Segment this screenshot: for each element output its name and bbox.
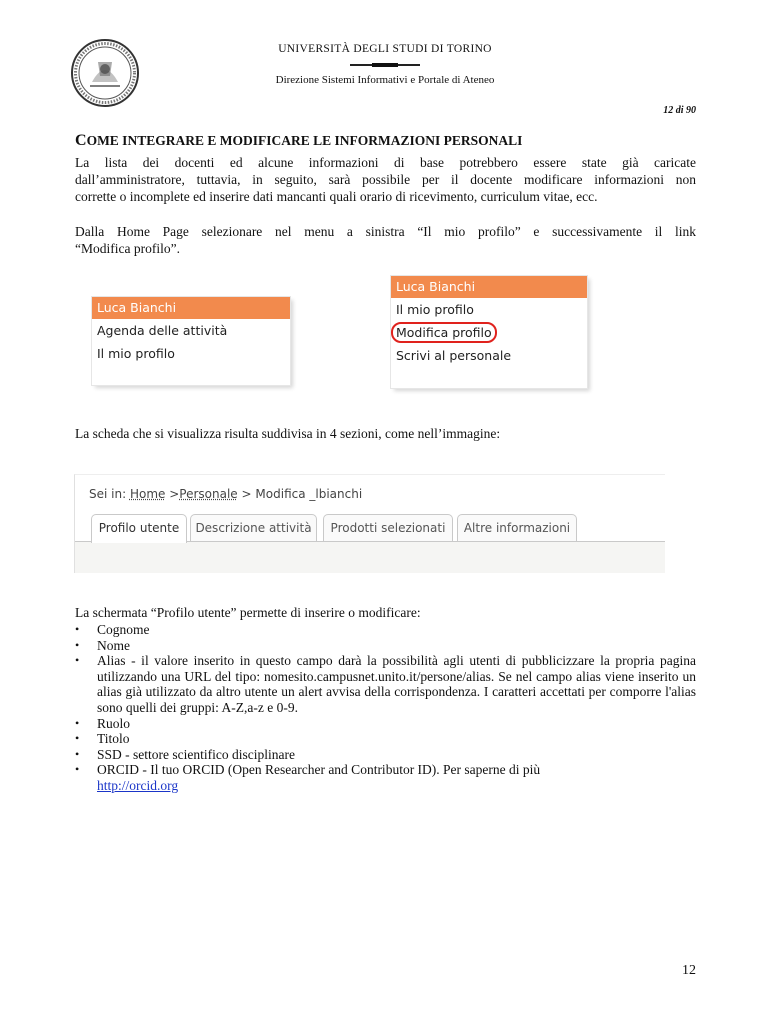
menu-screenshot-left [92,297,290,385]
menu-item-write-staff[interactable]: Scrivi al personale [396,348,512,363]
breadcrumb-personale-link[interactable]: Personale [179,487,238,501]
tab-prodotti-selezionati[interactable]: Prodotti selezionati [323,514,453,541]
department-name: Direzione Sistemi Informativi e Portale di Ateneo [275,74,495,86]
list-item [75,653,696,715]
header-rule-accent [372,63,398,67]
list-item-text: ORCID - Il tuo ORCID (Open Researcher and Contributor ID). Per saperne di più [97,762,541,778]
fields-intro [75,604,696,621]
sections-line: La scheda che si visualizza risulta suddivisa in 4 sezioni, come nell’immagine: [75,426,501,441]
university-name: UNIVERSITÀ DEGLI STUDI DI TORINO [278,43,492,55]
list-item [75,622,696,638]
page-count: 12 di 90 [663,105,696,116]
menu-item-my-profile[interactable]: Il mio profilo [97,346,175,361]
menu-screenshot-right [391,276,587,388]
edit-profile-highlight[interactable]: Modifica profilo [391,322,497,343]
instructions-line-1: Dalla Home Page selezionare nel menu a sinistra “Il mio profilo” e successivamente il link [75,224,696,239]
list-item-text: Cognome [97,622,150,637]
intro-paragraph [75,154,696,205]
fields-intro-line: La schermata “Profilo utente” permette di inserire o modificare: [75,605,421,620]
tab-panel [75,542,665,573]
list-item [75,638,696,654]
intro-line-2: dall’amministratore, tuttavia, in seguito, sarà possibile per il docente modificare informazioni non [75,172,696,187]
orcid-link[interactable]: http://orcid.org [97,777,179,793]
breadcrumb-separator: > [169,487,180,501]
tab-descrizione-attivita[interactable]: Descrizione attività [190,514,317,541]
list-item-text: Titolo [97,731,130,747]
list-item [75,716,696,732]
breadcrumb-home-link[interactable]: Home [129,487,166,501]
menu-user-name[interactable]: Luca Bianchi [391,276,587,298]
menu-user-name[interactable]: Luca Bianchi [92,297,290,319]
list-item [75,731,696,747]
list-item-text: SSD - settore scientifico disciplinare [97,746,295,762]
instructions-line-2: “Modifica profilo”. [75,241,180,256]
breadcrumb-prefix: Sei in: [89,487,127,501]
menu-item-my-profile[interactable]: Il mio profilo [396,302,474,317]
list-item-text: Alias - il valore inserito in questo campo darà la possibilità agli utenti di pubblicizzare la propria pagina utilizzando una URL del tipo: nomesito.campusnet.unito.it/persone/alias. Se nel campo alias viene inserito un alias già utilizzato da altro utente un alert avvisa della corrispondenza. I caratteri accettati per comporre l'alias sono quelli dei gruppi: A-Z,a-z e 0-9. [97,653,696,715]
section-title [75,132,522,150]
list-item [75,747,696,763]
profile-tabs-screenshot [74,474,665,573]
intro-line-1: La lista dei docenti ed alcune informazioni di base potrebbero essere state già caricate [75,155,696,170]
page-number: 12 [682,963,696,978]
menu-item-agenda[interactable]: Agenda delle attività [97,323,228,338]
breadcrumb-current: Modifica _lbianchi [255,487,363,501]
section-title-initial: C [75,132,87,149]
list-item-text: Nome [97,637,130,653]
intro-line-3: corrette o incomplete ed inserire dati mancanti quali orario di ricevimento, curriculum vitae, ecc. [75,189,598,204]
fields-list [75,622,696,794]
menu-item-edit-profile[interactable] [391,321,587,344]
breadcrumb-separator: > [241,487,252,501]
tab-profilo-utente[interactable]: Profilo utente [91,514,187,543]
list-item [75,762,696,793]
instructions-paragraph [75,223,696,257]
tab-altre-informazioni[interactable]: Altre informazioni [457,514,577,541]
section-title-rest: OME INTEGRARE E MODIFICARE LE INFORMAZIONI PERSONALI [86,133,523,148]
breadcrumb [89,487,362,501]
list-item-text: Ruolo [97,715,131,731]
sections-paragraph [75,425,696,442]
